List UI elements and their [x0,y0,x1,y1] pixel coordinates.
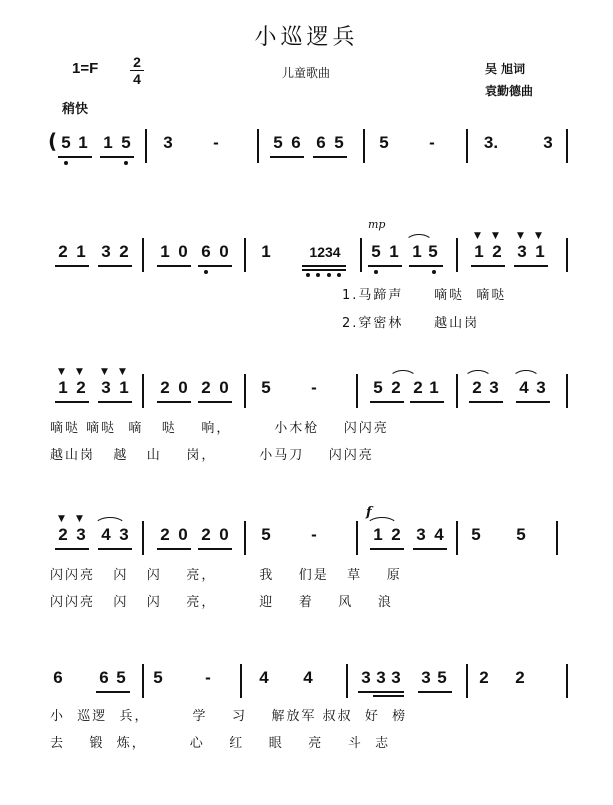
note: - [205,668,211,687]
note: 2 [58,525,68,544]
song-title: 小巡逻兵 [254,25,359,50]
note: - [311,378,317,397]
note: 5 [261,525,271,544]
note: 2 [391,525,401,544]
time-signature [130,55,144,86]
lyrics-verse-1: 1.马蹄声 嘀哒 嘀哒 [342,288,507,303]
lyrics-verse-1: 闪闪亮 闪 闪 亮， 我 们是 草 原 [50,568,402,583]
note: 5 [121,133,131,152]
lyrics-verse-1: 嘀哒 嘀哒 嘀 哒 响， 小木枪 闪闪亮 [50,421,389,436]
note: 2 [201,378,211,397]
note: 1 [412,242,422,261]
score-line-2: mp 2 1 3 2 1 0 6 0 1 1234 5 1 1 5 ▼ ▼ ▼ ▼ 1 2 3 1 1.马蹄声 嘀哒 嘀哒 2.穿密林 越山岗 [0,222,613,332]
note: 5 [153,668,163,687]
note: 5 [373,378,383,397]
score-line-4: f ▼ ▼ 2 3 4 3 2 0 2 0 5 - 1 2 3 4 5 5 闪闪亮 闪 闪 亮， 我 们是 草 原 闪闪亮 闪 闪 亮， 迎 着 风 浪 [0,513,613,623]
tempo-marking: 稍快 [62,102,89,117]
note: 1 [76,242,86,261]
score-line-1: ( 5 1 1 5 3 - 5 6 6 5 5 - 3. 3 [0,125,613,235]
note: 5 [334,133,344,152]
note: 5 [273,133,283,152]
note: 3 [391,668,401,687]
composer-credit: 袁勤德曲 [485,84,534,98]
dynamic-f: f [366,505,372,520]
note: 5 [61,133,71,152]
lyrics-verse-2: 去 锻 炼， 心 红 眼 亮 斗 志 [50,736,391,751]
note: 4 [303,668,313,687]
score-line-5 [0,660,613,770]
note: 2 [201,525,211,544]
time-signature-top: 2 [133,54,141,70]
note: 2 [479,668,489,687]
note: 1 [535,242,545,261]
note: 3 [416,525,426,544]
note: 5 [471,525,481,544]
dynamic-mp: mp [368,218,386,231]
note: - [311,525,317,544]
score-line-3: ▼ ▼ ▼ ▼ 1 2 3 1 2 0 2 0 5 - 5 2 2 1 2 3 4 3 嘀哒 嘀哒 嘀 哒 响， 小木枪 闪闪亮 越山岗 越 山 岗， 小马刀 闪闪亮 [0,368,613,478]
note: 3 [489,378,499,397]
note: 3 [101,242,111,261]
note: - [213,133,219,152]
note: 5 [437,668,447,687]
note: 5 [116,668,126,687]
note: 1 [103,133,113,152]
note: 4 [101,525,111,544]
note: 3 [101,378,111,397]
note: 4 [259,668,269,687]
note: 0 [178,525,188,544]
note: 1 [261,242,271,261]
note: 5 [428,242,438,261]
lyrics-verse-2: 闪闪亮 闪 闪 亮， 迎 着 风 浪 [50,595,393,610]
note: 2 [413,378,423,397]
note: 2 [119,242,129,261]
note: 6 [99,668,109,687]
note: 0 [178,378,188,397]
note: 5 [379,133,389,152]
note: 1 [373,525,383,544]
note: 6 [316,133,326,152]
note: 2 [76,378,86,397]
note: 0 [219,242,229,261]
note: 1 [58,378,68,397]
note: 3 [543,133,553,152]
note: 3. [483,133,499,152]
note: - [429,133,435,152]
note: 6 [291,133,301,152]
note: 5 [371,242,381,261]
key-signature: 1=F [72,60,99,77]
note: 6 [201,242,211,261]
note: 2 [160,525,170,544]
note: 1 [429,378,439,397]
note: 2 [515,668,525,687]
note: 3 [517,242,527,261]
note: 0 [219,378,229,397]
note: 2 [492,242,502,261]
lyrics-verse-2: 2.穿密林 越山岗 [342,316,480,331]
lyrics-verse-2: 越山岗 越 山 岗， 小马刀 闪闪亮 [50,448,374,463]
note: 1 [474,242,484,261]
note-run: 1234 [309,244,341,260]
note: 3 [76,525,86,544]
note: 1 [78,133,88,152]
note: 4 [434,525,444,544]
note: 5 [261,378,271,397]
note: 1 [389,242,399,261]
note: 1 [160,242,170,261]
note: 0 [219,525,229,544]
lyricist-credit: 吴 旭词 [485,62,526,76]
note: 0 [178,242,188,261]
note: 2 [160,378,170,397]
genre-label: 儿童歌曲 [282,66,331,80]
note: 5 [516,525,526,544]
time-signature-bottom: 4 [133,71,141,87]
note: 3 [163,133,173,152]
note: 4 [519,378,529,397]
lyrics-verse-1: 小 巡逻 兵， 学 习 解放军 叔叔 好 榜 [50,709,408,724]
note: 3 [119,525,129,544]
note: 3 [421,668,431,687]
note: 6 [53,668,63,687]
note: 2 [58,242,68,261]
note: 3 [536,378,546,397]
note: 1 [119,378,129,397]
note: 2 [391,378,401,397]
note: 2 [472,378,482,397]
note: 3 [361,668,371,687]
note: 3 [376,668,386,687]
